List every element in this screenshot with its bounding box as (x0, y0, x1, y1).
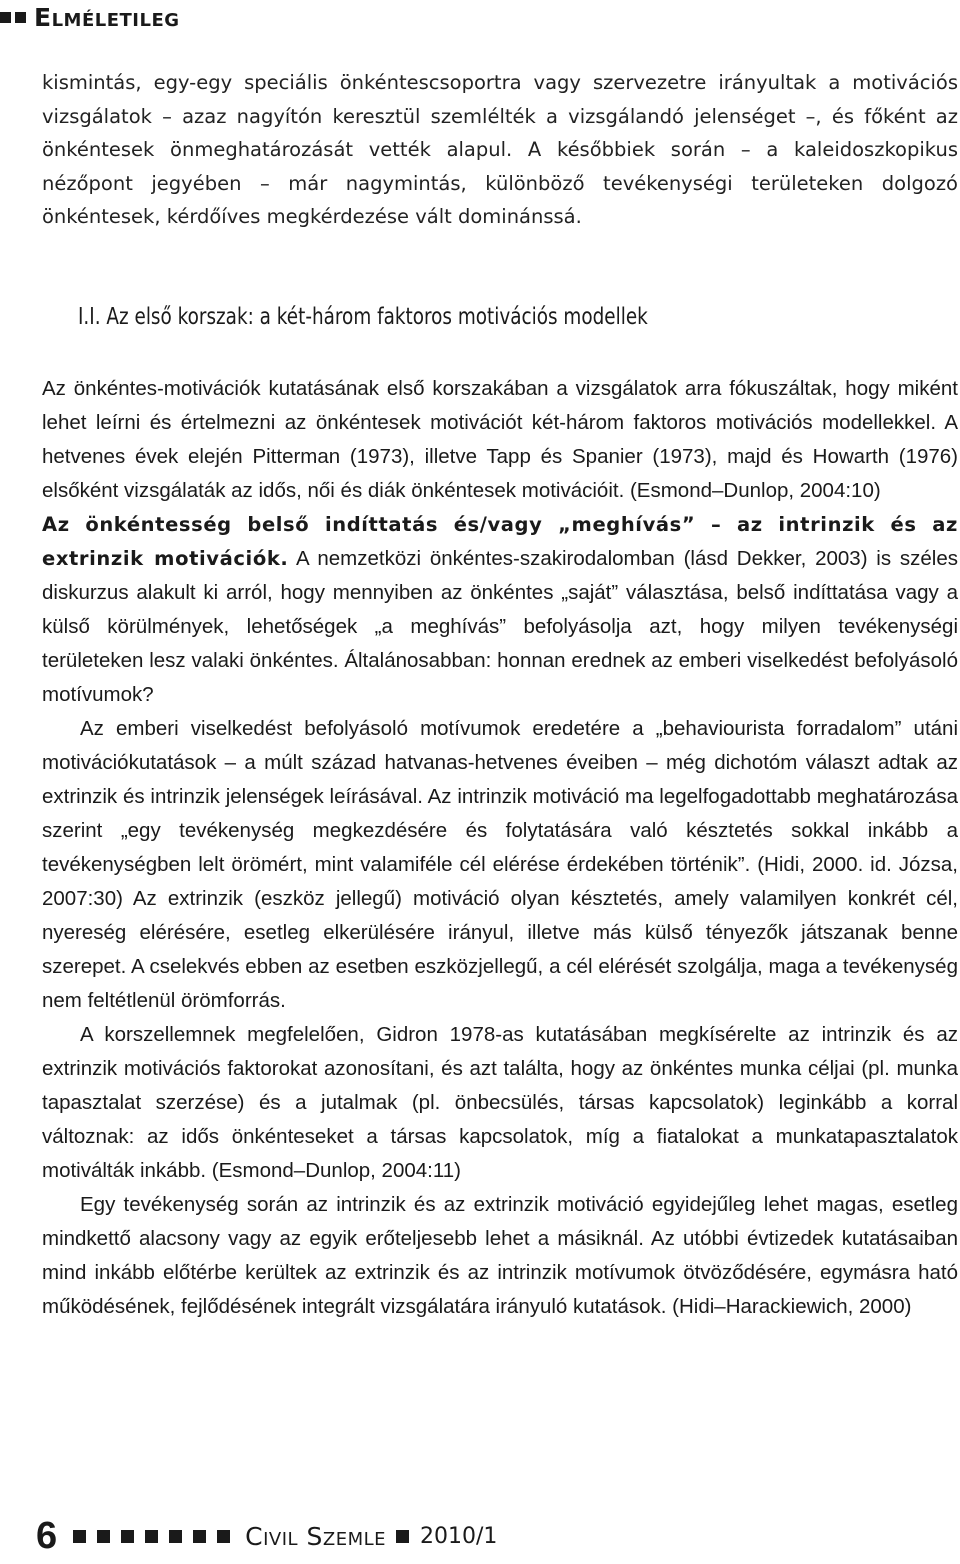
section-title: I.I. Az első korszak: a két-három faktoros motivációs modellek (78, 304, 648, 330)
page-footer (36, 1516, 497, 1556)
page-number: 6 (36, 1514, 58, 1557)
header-title: Elméletileg (34, 2, 180, 32)
footer-square-icon (121, 1530, 134, 1543)
issue-number: 2010/1 (420, 1523, 498, 1549)
footer-square-icon (169, 1530, 182, 1543)
header-square-icon (0, 12, 11, 23)
paragraph (42, 508, 958, 712)
emphasis-heading: Az önkéntesség belső indíttatás és/vagy „meghívás” – az intrinzik és az extrinzik motivációk. (42, 513, 958, 570)
footer-square-icon (396, 1530, 409, 1543)
header-square-icon (15, 12, 26, 23)
paragraph-text: A nemzetközi önkéntes-szakirodalomban (lásd Dekker, 2003) is széles diskurzus alakult ki arról, hogy mennyiben az önkéntes „saját” választása, belső indíttatása vagy a külső körülmények, lehetőségek „a meghívás” befolyásolja azt, hogy milyen tevékenységi területeken lesz valaki önkéntes. Általánosabban: honnan erednek az emberi viselkedést befolyásoló motívumok? (42, 547, 958, 706)
footer-square-icon (217, 1530, 230, 1543)
intro-paragraph: kismintás, egy-egy speciális önkéntescsoportra vagy szervezetre irányultak a motivációs vizsgálatok – azaz nagyítón keresztül szemlélték a vizsgálandó jelenséget –, és főként az önkéntesek önmeghatározását vették alapul. A későbbiek során – a kaleidoszkopikus nézőpont jegyében – már nagymintás, különböző tevékenységi területeken dolgozó önkéntesek, kérdőíves megkérdezése vált dominánssá. (42, 71, 958, 228)
footer-square-icon (193, 1530, 206, 1543)
footer-square-icon (73, 1530, 86, 1543)
journal-title: Civil Szemle (245, 1521, 387, 1551)
paragraph: Egy tevékenység során az intrinzik és az extrinzik motiváció egyidejűleg lehet magas, esetleg mindkettő alacsony vagy az egyik erőteljesebb lehet a másiknál. Az utóbbi évtizedek kutatásaiban mind inkább előtérbe kerültek az extrinzik és az intrinzik motívumok ötvöződésére, egymásra ható működésének, fejlődésének integrált vizsgálatára irányuló kutatások. (Hidi–Harackiewich, 2000) (42, 1193, 958, 1318)
paragraph: A korszellemnek megfelelően, Gidron 1978-as kutatásában megkísérelte az intrinzik és az extrinzik motivációs faktorokat azonosítani, és azt találta, hogy az önkéntes munka céljai (pl. munka tapasztalat szerzése) és a jutalmak (pl. önbecsülés, társas kapcsolatok) leginkább a korral változnak: az idős önkénteseket a társas kapcsolatok, míg a fiatalokat a munkatapasztalatok motiválták inkább. (Esmond–Dunlop, 2004:11) (42, 1023, 958, 1182)
footer-square-icon (97, 1530, 110, 1543)
body-text (42, 372, 958, 1324)
footer-square-icon (145, 1530, 158, 1543)
running-header (0, 0, 180, 34)
paragraph: Az önkéntes-motivációk kutatásának első korszakában a vizsgálatok arra fókuszáltak, hogy miként lehet leírni és értelmezni az önkéntesek motivációt két-három faktoros motivációs modellekkel. A hetvenes évek elején Pitterman (1973), illetve Tapp és Spanier (1973), majd és Howarth (1976) elsőként vizsgálaták az idős, női és diák önkéntesek motivációit. (Esmond–Dunlop, 2004:10) (42, 377, 958, 502)
paragraph: Az emberi viselkedést befolyásoló motívumok eredetére a „behaviourista forradalom” utáni motivációkutatások – a múlt század hatvanas-hetvenes éveiben – még dichotóm választ adtak az extrinzik és intrinzik jelenségek leírásával. Az intrinzik motiváció ma legelfogadottabb meghatározása szerint „egy tevékenység megkezdésére és folytatására való késztetés sokkal inkább a tevékenységben lelt örömért, mint valamiféle cél elérése érdekében történik”. (Hidi, 2000. id. Józsa, 2007:30) Az extrinzik (eszköz jellegű) motiváció olyan késztetés, amely valamilyen konkrét cél, nyereség elérésére, esetleg elkerülésére irányul, illetve más külső tényezők játszanak benne szerepet. A cselekvés ebben az esetben eszközjellegű, a cél elérését szolgálja, maga a tevékenység nem feltétlenül örömforrás. (42, 717, 958, 1012)
